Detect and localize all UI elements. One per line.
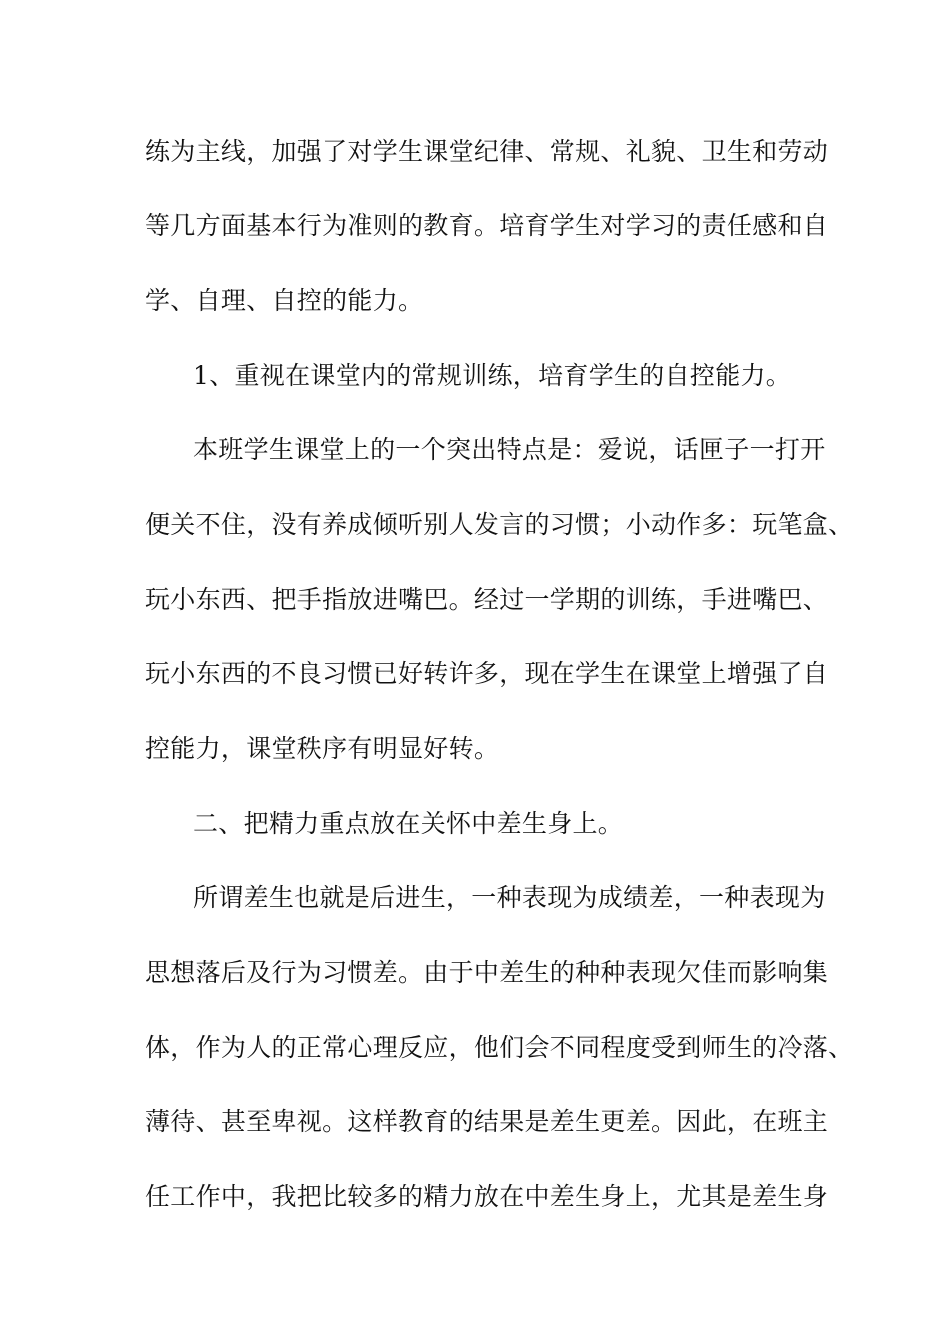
section-heading: 1、重视在课堂内的常规训练，培育学生的自控能力。 [193, 361, 792, 390]
text-line: 本班学生课堂上的一个突出特点是：爱说，话匣子一打开 [193, 435, 826, 464]
text-line: 控能力，课堂秩序有明显好转。 [145, 734, 500, 763]
text-line: 思想落后及行为习惯差。由于中差生的种种表现欠佳而影响集 [145, 958, 829, 987]
text-line: 学、自理、自控的能力。 [145, 286, 424, 315]
text-line: 便关不住，没有养成倾听别人发言的习惯；小动作多：玩笔盒、 [145, 510, 854, 539]
text-line: 所谓差生也就是后进生，一种表现为成绩差，一种表现为 [193, 883, 826, 912]
section-heading: 二、把精力重点放在关怀中差生身上。 [193, 809, 624, 838]
text-line: 玩小东西、把手指放进嘴巴。经过一学期的训练，手进嘴巴、 [145, 585, 829, 614]
text-line: 练为主线，加强了对学生课堂纪律、常规、礼貌、卫生和劳动 [145, 137, 829, 166]
text-line: 任工作中，我把比较多的精力放在中差生身上，尤其是差生身 [145, 1182, 829, 1211]
text-line: 薄待、甚至卑视。这样教育的结果是差生更差。因此，在班主 [145, 1107, 829, 1136]
text-line: 等几方面基本行为准则的教育。培育学生对学习的责任感和自 [145, 211, 829, 240]
text-line: 体，作为人的正常心理反应，他们会不同程度受到师生的冷落、 [145, 1033, 854, 1062]
text-line: 玩小东西的不良习惯已好转许多，现在学生在课堂上增强了自 [145, 659, 829, 688]
